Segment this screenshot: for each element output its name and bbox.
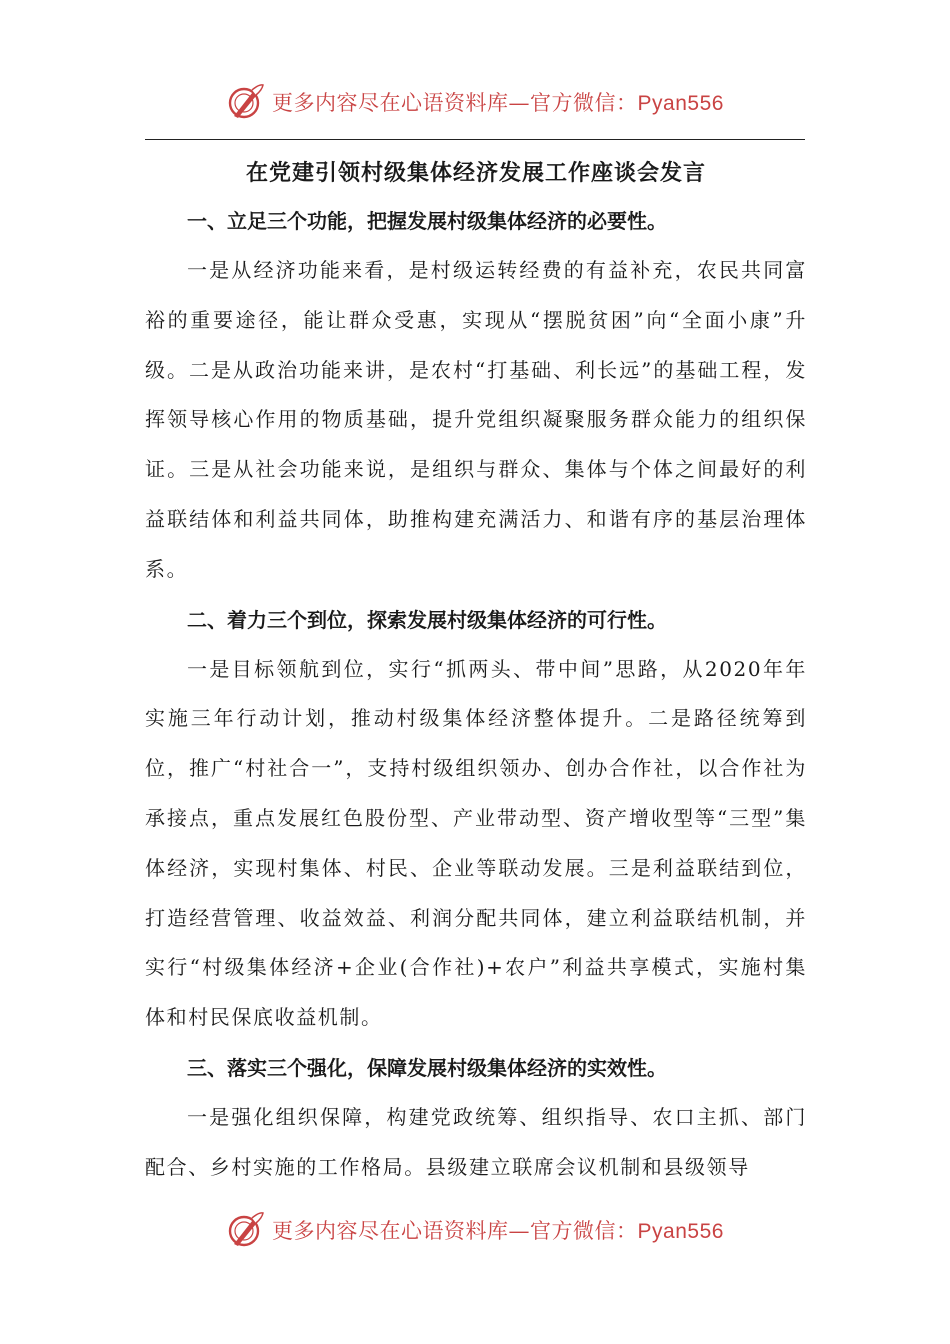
section-paragraph: 一是强化组织保障，构建党政统筹、组织指导、农口主抓、部门配合、乡村实施的工作格局。县级建立联席会议机制和县级领导 <box>145 1104 807 1179</box>
header-rule <box>145 139 805 140</box>
watermark-text <box>272 87 724 117</box>
document-title: 在党建引领村级集体经济发展工作座谈会发言 <box>245 160 706 186</box>
section-heading: 二、着力三个到位，探索发展村级集体经济的可行性。 <box>187 607 667 632</box>
watermark-banner-top <box>0 80 950 124</box>
section-heading: 三、落实三个强化，保障发展村级集体经济的实效性。 <box>187 1055 667 1080</box>
section-heading: 一、立足三个功能，把握发展村级集体经济的必要性。 <box>187 209 667 233</box>
quill-seal-logo-icon <box>226 82 266 122</box>
watermark-label: 更多内容尽在心语资料库—官方微信： <box>272 1219 638 1243</box>
document-body <box>145 150 807 1193</box>
watermark-text <box>272 1215 724 1245</box>
section-paragraph: 一是目标领航到位，实行“抓两头、带中间”思路，从2020年年实施三年行动计划，推动村级集体经济整体提升。二是路径统筹到位，推广“村社合一”，支持村级组织领办、创办合作社，以合作社为承接点，重点发展红色股份型、产业带动型、资产增收型等“三型”集体经济，实现村集体、村民、企业等联动发展。三是利益联结到位，打造经营管理、收益效益、利润分配共同体，建立利益联结机制，并实行“村级集体经济+企业(合作社)+农户”利益共享模式，实施村集体和村民保底收益机制。 <box>145 656 807 1030</box>
wechat-handle: Pyan556 <box>637 92 724 115</box>
quill-seal-logo-icon <box>226 1210 266 1250</box>
watermark-banner-bottom <box>0 1208 950 1252</box>
watermark-label: 更多内容尽在心语资料库—官方微信： <box>272 91 638 115</box>
section-paragraph: 一是从经济功能来看，是村级运转经费的有益补充，农民共同富裕的重要途径，能让群众受惠，实现从“摆脱贫困”向“全面小康”升级。二是从政治功能来讲，是农村“打基础、利长远”的基础工程，发挥领导核心作用的物质基础，提升党组织凝聚服务群众能力的组织保证。三是从社会功能来说，是组织与群众、集体与个体之间最好的利益联结体和利益共同体，助推构建充满活力、和谐有序的基层治理体系。 <box>145 258 807 581</box>
wechat-handle: Pyan556 <box>637 1220 724 1243</box>
